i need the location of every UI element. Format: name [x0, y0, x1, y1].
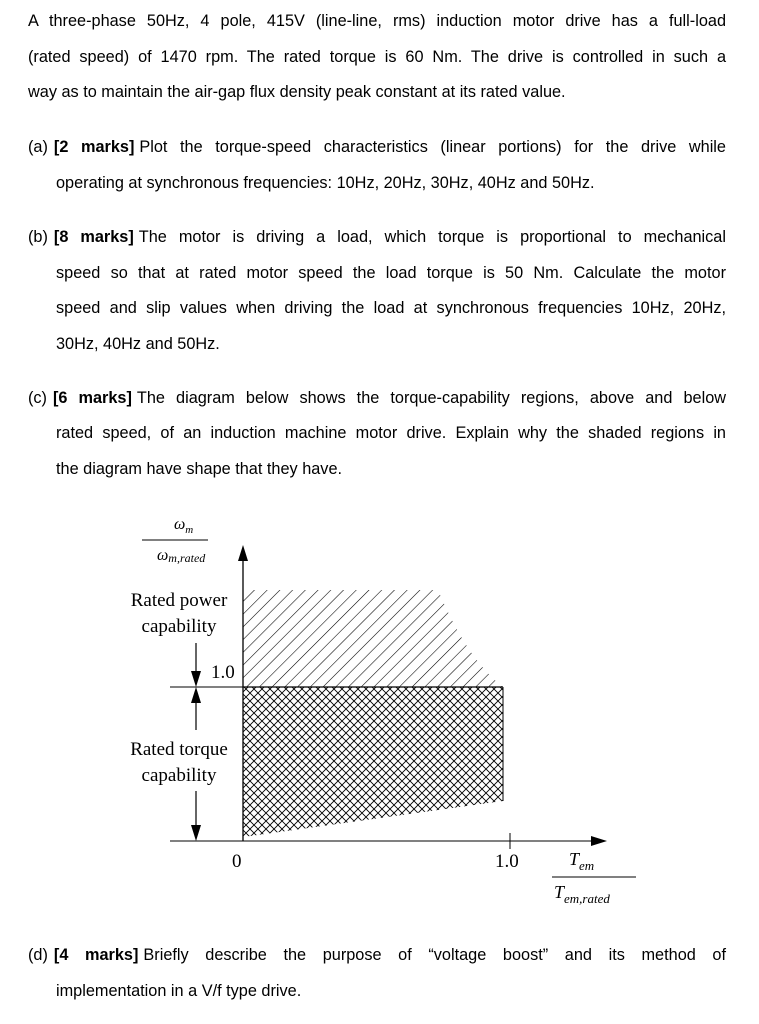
question-a-line-1	[28, 130, 726, 166]
y-tick-label: 1.0	[211, 662, 235, 683]
question-b-label: (b)	[28, 228, 48, 246]
y-axis-numerator: $\omega_m$	[174, 516, 194, 536]
question-d-marks: [4 marks]	[53, 946, 139, 964]
question-d-line-2: implementation in a V/f type drive.	[56, 982, 302, 1000]
torque-region-arrowhead-down	[191, 825, 201, 841]
question-b-line-3: speed and slip values when driving the load at synchronous frequencies 10Hz, 20Hz,	[56, 299, 726, 317]
power-region-arrowhead	[191, 671, 201, 687]
rated-power-label-1: Rated power	[130, 590, 228, 611]
intro-line-1: A three-phase 50Hz, 4 pole, 415V (line-line, rms) induction motor drive has a full-load	[28, 12, 726, 30]
intro-line-2: (rated speed) of 1470 rpm. The rated torque is 60 Nm. The drive is controlled in such a	[28, 48, 726, 66]
question-d-text-1: Briefly describe the purpose of “voltage boost” and its method of	[143, 946, 727, 964]
question-d-line-1	[28, 938, 726, 974]
x-axis-arrowhead	[591, 836, 607, 846]
question-a-text-1: Plot the torque-speed characteristics (linear portions) for the drive while	[139, 138, 726, 156]
rated-torque-label-1: Rated torque	[130, 739, 228, 760]
x-origin-label: 0	[232, 851, 242, 872]
question-c-label: (c)	[28, 389, 47, 407]
torque-region-arrowhead-up	[191, 687, 201, 703]
rated-torque-region	[243, 687, 503, 837]
question-b-line-4: 30Hz, 40Hz and 50Hz.	[56, 335, 220, 353]
rated-torque-label-2: capability	[141, 765, 217, 786]
x-tick-label: 1.0	[495, 851, 519, 872]
y-axis-denominator: ωm,rated	[157, 547, 206, 565]
question-c-line-2: rated speed, of an induction machine motor drive. Explain why the shaded regions in	[56, 424, 726, 442]
question-c-marks: [6 marks]	[52, 389, 132, 407]
torque-capability-diagram	[110, 505, 650, 915]
question-b-marks: [8 marks]	[53, 228, 134, 246]
x-axis-denominator: $T_{em,rated}$	[554, 882, 610, 906]
question-b-line-2: speed so that at rated motor speed the load torque is 50 Nm. Calculate the motor	[56, 264, 726, 282]
question-b-text-1: The motor is driving a load, which torque is proportional to mechanical	[138, 228, 726, 246]
x-axis-numerator: $T_{em}$	[569, 849, 595, 873]
rated-power-label-2: capability	[141, 616, 217, 637]
question-a-line-2: operating at synchronous frequencies: 10Hz, 20Hz, 30Hz, 40Hz and 50Hz.	[56, 174, 595, 192]
question-d-label: (d)	[28, 946, 48, 964]
question-c-line-3: the diagram have shape that they have.	[56, 460, 343, 478]
y-axis-arrowhead	[238, 545, 248, 561]
question-a-label: (a)	[28, 138, 48, 156]
question-a-marks: [2 marks]	[53, 138, 135, 156]
question-c-text-1: The diagram below shows the torque-capability regions, above and below	[136, 389, 727, 407]
question-c-line-1	[28, 381, 726, 417]
intro-line-3: way as to maintain the air-gap flux density peak constant at its rated value.	[28, 83, 566, 101]
question-b-line-1	[28, 220, 726, 256]
rated-power-region	[243, 590, 503, 687]
